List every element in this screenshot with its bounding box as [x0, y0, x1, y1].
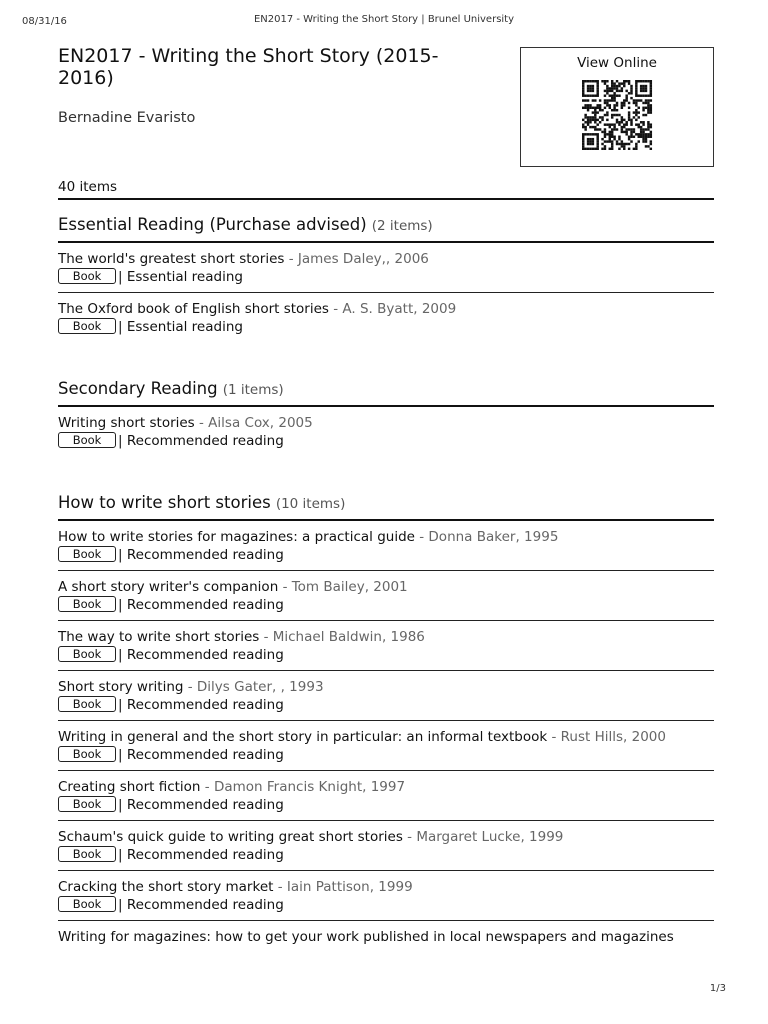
list-item-citation: [58, 829, 714, 846]
item-count: 40 items: [58, 179, 714, 200]
separator: |: [118, 747, 123, 763]
list-item-title[interactable]: Creating short fiction: [58, 779, 201, 795]
resource-type-badge: Book: [58, 318, 116, 334]
print-document-title: EN2017 - Writing the Short Story | Brunel University: [253, 14, 515, 25]
qr-code-icon: [579, 80, 655, 150]
list-item-title[interactable]: Writing short stories: [58, 415, 195, 431]
list-item-citation: [58, 779, 714, 796]
list-item-details: [58, 646, 714, 664]
resource-type-badge: Book: [58, 646, 116, 662]
list-item-citation: [58, 251, 714, 268]
section-header: [58, 362, 714, 407]
list-item: [58, 721, 714, 771]
reading-list: [58, 44, 714, 952]
section-header: [58, 200, 714, 243]
list-item-details: [58, 546, 714, 564]
separator: |: [118, 697, 123, 713]
list-item-citation: [58, 679, 714, 696]
list-item: [58, 621, 714, 671]
author-link[interactable]: Bernadine Evaristo: [58, 110, 196, 126]
section-title[interactable]: How to write short stories: [58, 493, 271, 512]
importance-label: Recommended reading: [126, 433, 284, 449]
list-item-author-year: - Tom Bailey, 2001: [282, 579, 408, 595]
importance-label: Recommended reading: [126, 547, 284, 563]
resource-type-badge: Book: [58, 432, 116, 448]
importance-label: Essential reading: [126, 319, 243, 335]
list-header: [58, 44, 714, 179]
resource-type-badge: Book: [58, 896, 116, 912]
section-item-count: (2 items): [371, 218, 433, 234]
list-item-details: [58, 432, 714, 450]
list-item-author-year: - Dilys Gater, , 1993: [187, 679, 324, 695]
sections-container: [58, 200, 714, 952]
list-item: [58, 821, 714, 871]
list-item-details: [58, 596, 714, 614]
section-title[interactable]: Secondary Reading: [58, 379, 218, 398]
importance-label: Recommended reading: [126, 597, 284, 613]
list-item-author-year: - Iain Pattison, 1999: [277, 879, 413, 895]
separator: |: [118, 269, 123, 285]
list-item-details: [58, 796, 714, 814]
list-item: [58, 671, 714, 721]
list-item-author-year: - Donna Baker, 1995: [419, 529, 559, 545]
list-item-citation: [58, 629, 714, 646]
list-item-title[interactable]: Writing in general and the short story in particular: an informal textbook: [58, 729, 548, 745]
page-title: EN2017 - Writing the Short Story (2015-2016): [58, 45, 439, 89]
list-item-details: [58, 746, 714, 764]
list-item: [58, 921, 714, 952]
section-item-count: (10 items): [275, 496, 346, 512]
separator: |: [118, 319, 123, 335]
importance-label: Recommended reading: [126, 747, 284, 763]
list-item-title[interactable]: Cracking the short story market: [58, 879, 274, 895]
resource-type-badge: Book: [58, 796, 116, 812]
list-item: [58, 571, 714, 621]
importance-label: Recommended reading: [126, 847, 284, 863]
list-item-citation: [58, 415, 714, 432]
separator: |: [118, 647, 123, 663]
list-item-details: [58, 846, 714, 864]
list-item-citation: [58, 579, 714, 596]
section-header: [58, 476, 714, 521]
list-item-details: [58, 318, 714, 336]
list-item: [58, 771, 714, 821]
section-item-count: (1 items): [222, 382, 284, 398]
resource-type-badge: Book: [58, 746, 116, 762]
page-number: 1/3: [709, 983, 726, 994]
separator: |: [118, 597, 123, 613]
resource-type-badge: Book: [58, 696, 116, 712]
list-item-citation: [58, 929, 714, 946]
importance-label: Essential reading: [126, 269, 243, 285]
list-item-citation: [58, 729, 714, 746]
list-item: [58, 293, 714, 342]
resource-type-badge: Book: [58, 546, 116, 562]
list-item-title[interactable]: Short story writing: [58, 679, 184, 695]
importance-label: Recommended reading: [126, 897, 284, 913]
list-item-title[interactable]: A short story writer's companion: [58, 579, 279, 595]
list-item-title[interactable]: Schaum's quick guide to writing great short stories: [58, 829, 403, 845]
importance-label: Recommended reading: [126, 797, 284, 813]
separator: |: [118, 797, 123, 813]
separator: |: [118, 897, 123, 913]
section-spacer: [58, 342, 714, 362]
list-item-citation: [58, 301, 714, 318]
list-item-citation: [58, 529, 714, 546]
list-item: [58, 521, 714, 571]
list-item: [58, 243, 714, 293]
list-item-author-year: - Damon Francis Knight, 1997: [204, 779, 406, 795]
list-item-author-year: - Margaret Lucke, 1999: [407, 829, 564, 845]
view-online-label: View Online: [577, 55, 657, 71]
list-item-details: [58, 268, 714, 286]
section-title[interactable]: Essential Reading (Purchase advised): [58, 215, 367, 234]
section-spacer: [58, 456, 714, 476]
list-item-author-year: - Michael Baldwin, 1986: [263, 629, 425, 645]
list-item-author-year: - Rust Hills, 2000: [551, 729, 666, 745]
resource-type-badge: Book: [58, 846, 116, 862]
list-item-details: [58, 896, 714, 914]
print-date: 08/31/16: [22, 16, 67, 27]
print-header: [0, 14, 768, 28]
separator: |: [118, 547, 123, 563]
list-item-details: [58, 696, 714, 714]
resource-type-badge: Book: [58, 268, 116, 284]
list-item-title[interactable]: The world's greatest short stories: [58, 251, 285, 267]
list-item-author-year: - Ailsa Cox, 2005: [199, 415, 313, 431]
list-item-author-year: - James Daley,, 2006: [288, 251, 429, 267]
view-online-box[interactable]: [520, 47, 714, 167]
separator: |: [118, 847, 123, 863]
importance-label: Recommended reading: [126, 697, 284, 713]
resource-type-badge: Book: [58, 596, 116, 612]
list-item: [58, 871, 714, 921]
list-item: [58, 407, 714, 456]
separator: |: [118, 433, 123, 449]
list-item-citation: [58, 879, 714, 896]
list-item-title[interactable]: The way to write short stories: [58, 629, 260, 645]
list-item-title[interactable]: Writing for magazines: how to get your work published in local newspapers and magazines: [58, 929, 674, 945]
list-item-title[interactable]: The Oxford book of English short stories: [58, 301, 329, 317]
list-item-title[interactable]: How to write stories for magazines: a practical guide: [58, 529, 415, 545]
list-item-author-year: - A. S. Byatt, 2009: [333, 301, 457, 317]
importance-label: Recommended reading: [126, 647, 284, 663]
